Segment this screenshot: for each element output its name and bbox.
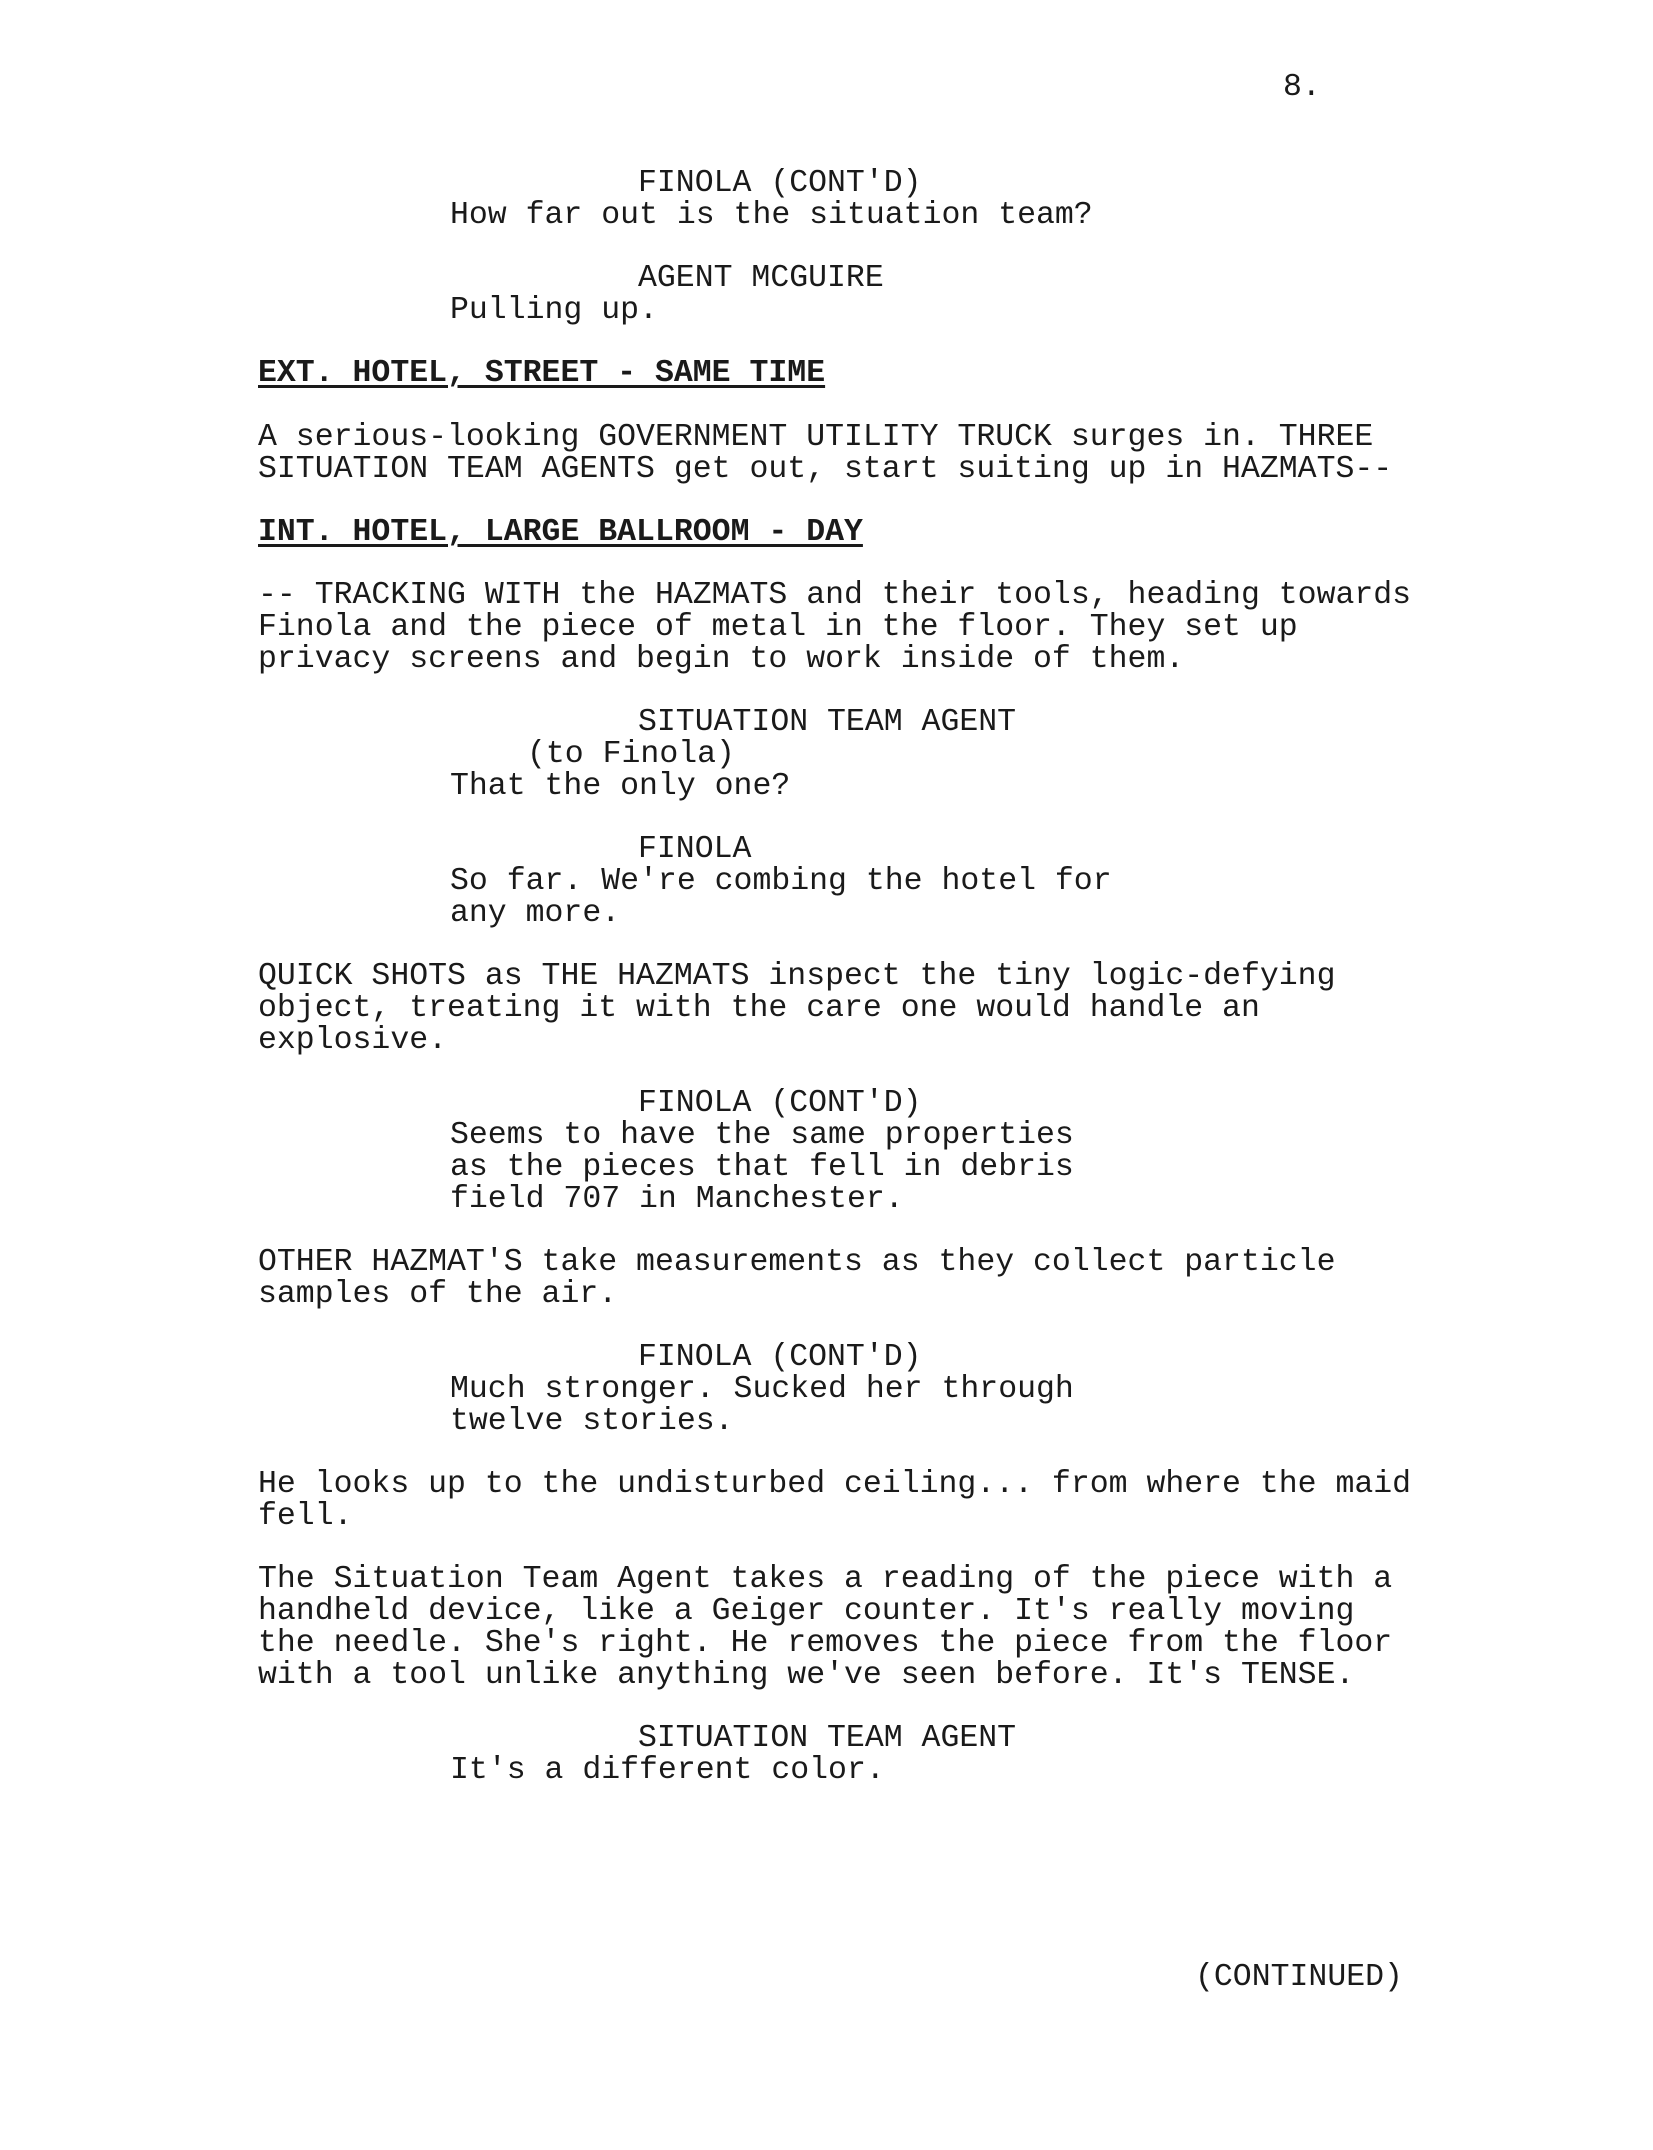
dialogue-line: So far. We're combing the hotel for: [450, 864, 1112, 899]
dialogue-line: as the pieces that fell in debris: [450, 1150, 1074, 1185]
dialogue-line: Pulling up.: [450, 293, 658, 328]
dialogue-line: That the only one?: [450, 769, 791, 804]
character-name: FINOLA (CONT'D): [638, 166, 922, 201]
character-name: SITUATION TEAM AGENT: [638, 1721, 1017, 1756]
parenthetical: (to Finola): [527, 737, 735, 772]
dialogue-line: It's a different color.: [450, 1753, 885, 1788]
action-line: Finola and the piece of metal in the floor. They set up: [258, 610, 1298, 645]
action-line: object, treating it with the care one would handle an: [258, 991, 1260, 1026]
action-line: handheld device, like a Geiger counter. It's really moving: [258, 1594, 1355, 1629]
character-name: FINOLA: [638, 832, 752, 867]
character-name: SITUATION TEAM AGENT: [638, 705, 1017, 740]
action-line: the needle. She's right. He removes the piece from the floor: [258, 1626, 1393, 1661]
character-name: AGENT MCGUIRE: [638, 261, 884, 296]
character-name: FINOLA (CONT'D): [638, 1086, 922, 1121]
scene-heading: INT. HOTEL, LARGE BALLROOM - DAY: [258, 515, 863, 550]
action-line: The Situation Team Agent takes a reading of the piece with a: [258, 1562, 1393, 1597]
action-line: QUICK SHOTS as THE HAZMATS inspect the tiny logic-defying: [258, 959, 1336, 994]
dialogue-line: field 707 in Manchester.: [450, 1182, 904, 1217]
dialogue-line: How far out is the situation team?: [450, 198, 1093, 233]
dialogue-line: Much stronger. Sucked her through: [450, 1372, 1074, 1407]
dialogue-line: any more.: [450, 896, 621, 931]
continued-marker: (CONTINUED): [1195, 1960, 1403, 1995]
action-line: samples of the air.: [258, 1277, 618, 1312]
action-line: with a tool unlike anything we've seen before. It's TENSE.: [258, 1658, 1355, 1693]
action-line: A serious-looking GOVERNMENT UTILITY TRUCK surges in. THREE: [258, 420, 1374, 455]
action-line: explosive.: [258, 1023, 448, 1058]
action-line: He looks up to the undisturbed ceiling... from where the maid: [258, 1467, 1412, 1502]
action-line: SITUATION TEAM AGENTS get out, start suiting up in HAZMATS--: [258, 452, 1393, 487]
page-number: 8.: [1283, 70, 1321, 105]
dialogue-line: twelve stories.: [450, 1404, 734, 1439]
scene-heading: EXT. HOTEL, STREET - SAME TIME: [258, 356, 826, 391]
action-line: fell.: [258, 1499, 353, 1534]
character-name: FINOLA (CONT'D): [638, 1340, 922, 1375]
dialogue-line: Seems to have the same properties: [450, 1118, 1074, 1153]
action-line: -- TRACKING WITH the HAZMATS and their tools, heading towards: [258, 578, 1412, 613]
action-line: privacy screens and begin to work inside of them.: [258, 642, 1185, 677]
action-line: OTHER HAZMAT'S take measurements as they collect particle: [258, 1245, 1336, 1280]
